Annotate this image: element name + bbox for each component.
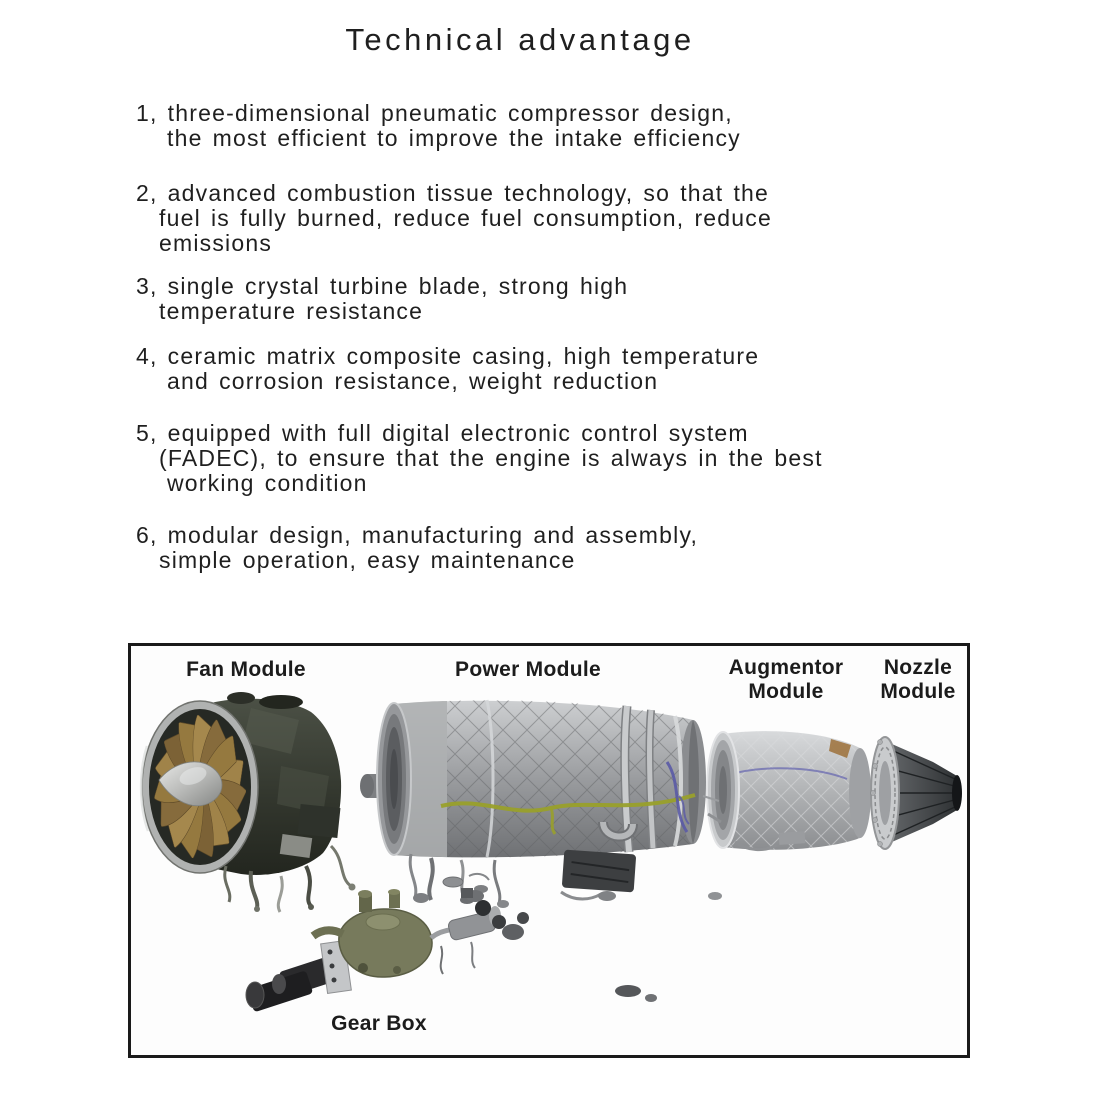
advantage-line: working condition <box>167 470 368 496</box>
advantage-item-1 <box>136 101 1086 151</box>
augmentor-module-label <box>711 656 861 704</box>
nozzle-label-line2: Module <box>880 680 956 703</box>
engine-modules-diagram <box>128 643 970 1058</box>
engine-exploded-illustration <box>131 646 967 1055</box>
fan-module-art <box>141 692 355 912</box>
advantage-line: 4, ceramic matrix composite casing, high temperature <box>136 343 760 369</box>
nozzle-module-art <box>871 737 963 849</box>
advantage-item-3 <box>136 274 1086 324</box>
advantage-line: 6, modular design, manufacturing and assembly, <box>136 522 699 548</box>
advantage-item-2 <box>136 181 1086 256</box>
augmentor-label-line2: Module <box>748 680 824 703</box>
advantage-item-4 <box>136 344 1086 394</box>
advantage-line: 2, advanced combustion tissue technology, so that the <box>136 180 770 206</box>
advantages-list <box>136 101 1086 600</box>
advantage-line: temperature resistance <box>159 298 424 324</box>
advantage-line: emissions <box>159 230 273 256</box>
augmentor-module-art <box>703 731 871 850</box>
fan-module-label: Fan Module <box>186 658 306 681</box>
loose-parts-art <box>443 874 722 1002</box>
nozzle-label-line1: Nozzle <box>883 656 953 679</box>
advantage-line: the most efficient to improve the intake efficiency <box>167 125 741 151</box>
advantage-line: simple operation, easy maintenance <box>159 547 576 573</box>
advantage-line: 5, equipped with full digital electronic control system <box>136 420 749 446</box>
gearbox-label: Gear Box <box>331 1012 427 1035</box>
advantage-item-6 <box>136 523 1086 573</box>
power-module-art <box>360 700 706 908</box>
advantage-line: (FADEC), to ensure that the engine is always in the best <box>159 445 823 471</box>
nozzle-module-label <box>867 656 969 704</box>
advantage-line: fuel is fully burned, reduce fuel consumption, reduce <box>159 205 772 231</box>
advantage-item-5 <box>136 421 1086 496</box>
advantage-line: and corrosion resistance, weight reduction <box>167 368 659 394</box>
page-title: Technical advantage <box>345 22 695 57</box>
gearbox-art <box>246 888 529 1012</box>
advantage-line: 1, three-dimensional pneumatic compressor design, <box>136 100 733 126</box>
augmentor-label-line1: Augmentor <box>728 656 844 679</box>
advantage-line: 3, single crystal turbine blade, strong high <box>136 273 629 299</box>
power-module-label: Power Module <box>455 658 601 681</box>
